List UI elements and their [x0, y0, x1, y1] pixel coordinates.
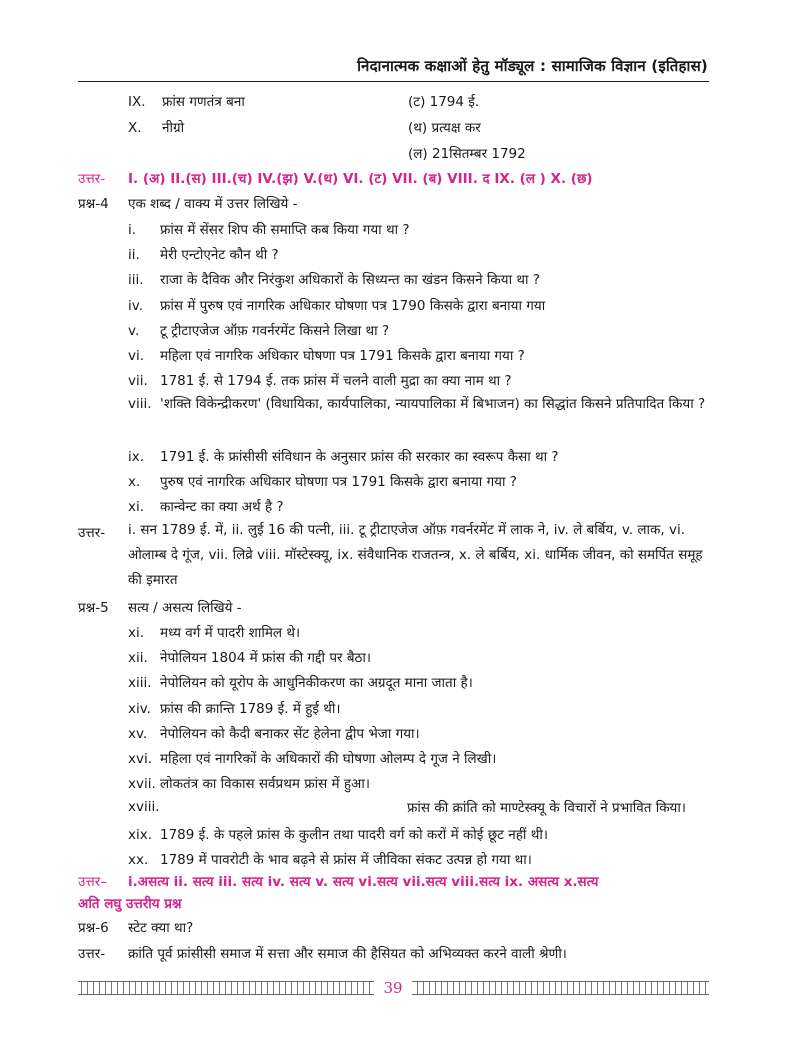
list-item [128, 296, 545, 314]
pair-left-10 [128, 118, 184, 136]
item-num: ii. [128, 247, 140, 263]
answer-label: उत्तर- [78, 525, 106, 541]
item-text: नेपोलियन को यूरोप के आधुनिकीकरण का अग्रदूत माना जाता है। [160, 675, 473, 691]
pair-num: X. [128, 120, 142, 136]
item-text: 'शक्ति विकेन्द्रीकरण' (विधायिका, कार्यपालिका, न्यायपालिका में बिभाजन) का सिद्धांत किसने प्रतिपादित किया ? [160, 396, 706, 412]
pair-text: नीग्रो [162, 120, 185, 136]
answer-text: I. (अ) II.(स) III.(च) IV.(झ) V.(थ) VI. (ट) VII. (ब) VIII. द IX. (ल ) X. (छ) [128, 171, 593, 187]
answer-label: उत्तर- [78, 171, 106, 187]
item-text: राजा के दैविक और निरंकुश अधिकारों के सिध्यन्त का खंडन किसने किया था ? [160, 272, 540, 288]
pair-num: IX. [128, 94, 146, 110]
pair-left-9 [128, 92, 245, 110]
answer-text: क्रांति पूर्व फ्रांसीसी समाज में सत्ता और समाज की हैसियत को अभिव्यक्त करने वाली श्रेणी। [128, 946, 567, 962]
question-text: स्टेट क्या था? [128, 920, 194, 936]
list-item [128, 825, 548, 843]
list-item-text: फ्रांस की क्रांति को माण्टेस्क्यू के विचारों ने प्रभावित किया। [407, 800, 687, 816]
list-item [128, 497, 284, 515]
item-num: x. [128, 474, 141, 490]
item-num: xi. [128, 499, 145, 515]
item-num: i. [128, 222, 137, 238]
page-number: 39 [374, 977, 412, 999]
question-label: प्रश्न-6 [78, 920, 109, 936]
list-item [128, 346, 525, 364]
list-item [128, 447, 559, 465]
item-text: फ्रांस में सेंसर शिप की समाप्ति कब किया गया था ? [160, 222, 410, 238]
item-num: vi. [128, 348, 145, 364]
list-item [128, 220, 410, 238]
section-title: अति लघु उत्तरीय प्रश्न [78, 896, 182, 912]
question-label: प्रश्न-5 [78, 600, 109, 616]
answer-text: i. सन 1789 ई. में, ii. लुई 16 की पत्नी, iii. टू ट्रीटाएजेज ऑफ़ गवर्नरमेंट में लाक ने, iv. ले बर्बिय, v. लाक, vi. ओलाम्ब दे गूंज, vii. लिव्रे viii. मॉस्टेस्क्यू, ix. संवैधानिक राजतन्त्र, x. ले बर्बिय, xi. धार्मिक जीवन, को समर्पित समूह की इमारत [128, 522, 703, 588]
item-text: महिला एवं नागरिक अधिकार घोषणा पत्र 1791 किसके द्वारा बनाया गया ? [160, 348, 525, 364]
item-num: xiii. [128, 675, 152, 691]
question-prompt: एक शब्द / वाक्य में उत्तर लिखिये - [128, 196, 298, 212]
item-text: 1781 ई. से 1794 ई. तक फ्रांस में चलने वाली मुद्रा का क्या नाम था ? [160, 373, 512, 389]
item-text: मध्य वर्ग में पादरी शामिल थे। [160, 625, 301, 641]
item-text: नेपोलियन 1804 में फ्रांस की गद्दी पर बैठा। [160, 650, 371, 666]
item-text: 1791 ई. के फ्रांसीसी संविधान के अनुसार फ्रांस की सरकार का स्वरूप कैसा था ? [160, 449, 559, 465]
list-item [128, 623, 300, 641]
item-num: xix. [128, 827, 153, 843]
list-item [128, 673, 473, 691]
item-text: पुरुष एवं नागरिक अधिकार घोषणा पत्र 1791 किसके द्वारा बनाया गया ? [160, 474, 517, 490]
item-num: xvi. [128, 751, 153, 767]
item-text: 1789 में पावरोटी के भाव बढ़ने से फ्रांस में जीविका संकट उत्पन्न हो गया था। [160, 852, 532, 868]
item-num: vii. [128, 373, 148, 389]
item-num: v. [128, 323, 140, 339]
page-header: निदानात्मक कक्षाओं हेतु मॉड्यूल : सामाजिक विज्ञान (इतिहास) [357, 57, 708, 75]
item-text: फ्रांस की क्रान्ति 1789 ई. में हुई थी। [160, 701, 341, 717]
item-num: xx. [128, 852, 149, 868]
list-item [128, 270, 540, 288]
item-text: टू ट्रीटाएजेज ऑफ़ गवर्नरमेंट किसने लिखा था ? [160, 323, 390, 339]
answer-text: i.असत्य ii. सत्य iii. सत्य iv. सत्य v. सत्य vi.सत्य vii.सत्य viii.सत्य ix. असत्य x.सत्य [128, 874, 599, 890]
list-item [128, 699, 341, 717]
pair-text: फ्रांस गणतंत्र बना [162, 94, 245, 110]
list-item [128, 648, 371, 666]
item-text: फ्रांस में पुरुष एवं नागरिक अधिकार घोषणा पत्र 1790 किसके द्वारा बनाया गया [160, 298, 546, 314]
list-item [128, 774, 370, 792]
item-num: iii. [128, 272, 144, 288]
list-item [128, 392, 710, 417]
header-divider [78, 81, 709, 82]
list-item [128, 724, 420, 742]
item-num: xvii. [128, 776, 156, 792]
question-prompt: सत्य / असत्य लिखिये - [128, 600, 242, 616]
item-text: मेरी एन्टोएनेट कौन थी ? [160, 247, 279, 263]
answer-label: उत्तर- [78, 946, 106, 962]
list-item [128, 472, 517, 490]
pair-right-9: (ट) 1794 ई. [408, 94, 480, 110]
item-num: xiv. [128, 701, 151, 717]
item-text: नेपोलियन को कैदी बनाकर सेंट हेलेना द्वीप भेजा गया। [160, 726, 420, 742]
item-num: viii. [128, 396, 152, 412]
item-text: कान्वेन्ट का क्या अर्थ है ? [160, 499, 284, 515]
pair-right-10: (थ) प्रत्यक्ष कर [408, 120, 481, 136]
question-label: प्रश्न-4 [78, 196, 109, 212]
answer-label: उत्तर– [78, 874, 107, 890]
item-num: iv. [128, 298, 143, 314]
pair-right-11: (ल) 21सितम्बर 1792 [408, 146, 526, 162]
list-item [128, 245, 279, 263]
list-item [128, 321, 389, 339]
item-num: xi. [128, 625, 145, 641]
item-text: महिला एवं नागरिकों के अधिकारों की घोषणा ओलम्प दे गूज ने लिखी। [160, 751, 497, 767]
item-text: लोकतंत्र का विकास सर्वप्रथम फ्रांस में हुआ। [160, 776, 370, 792]
item-text: 1789 ई. के पहले फ्रांस के कुलीन तथा पादरी वर्ग को करों में कोई छूट नहीं थी। [160, 827, 548, 843]
list-item [128, 371, 512, 389]
item-num: ix. [128, 449, 145, 465]
list-item-num: xviii. [128, 799, 160, 815]
item-num: xii. [128, 650, 148, 666]
list-item [128, 749, 496, 767]
item-num: xv. [128, 726, 148, 742]
list-item [128, 850, 532, 868]
